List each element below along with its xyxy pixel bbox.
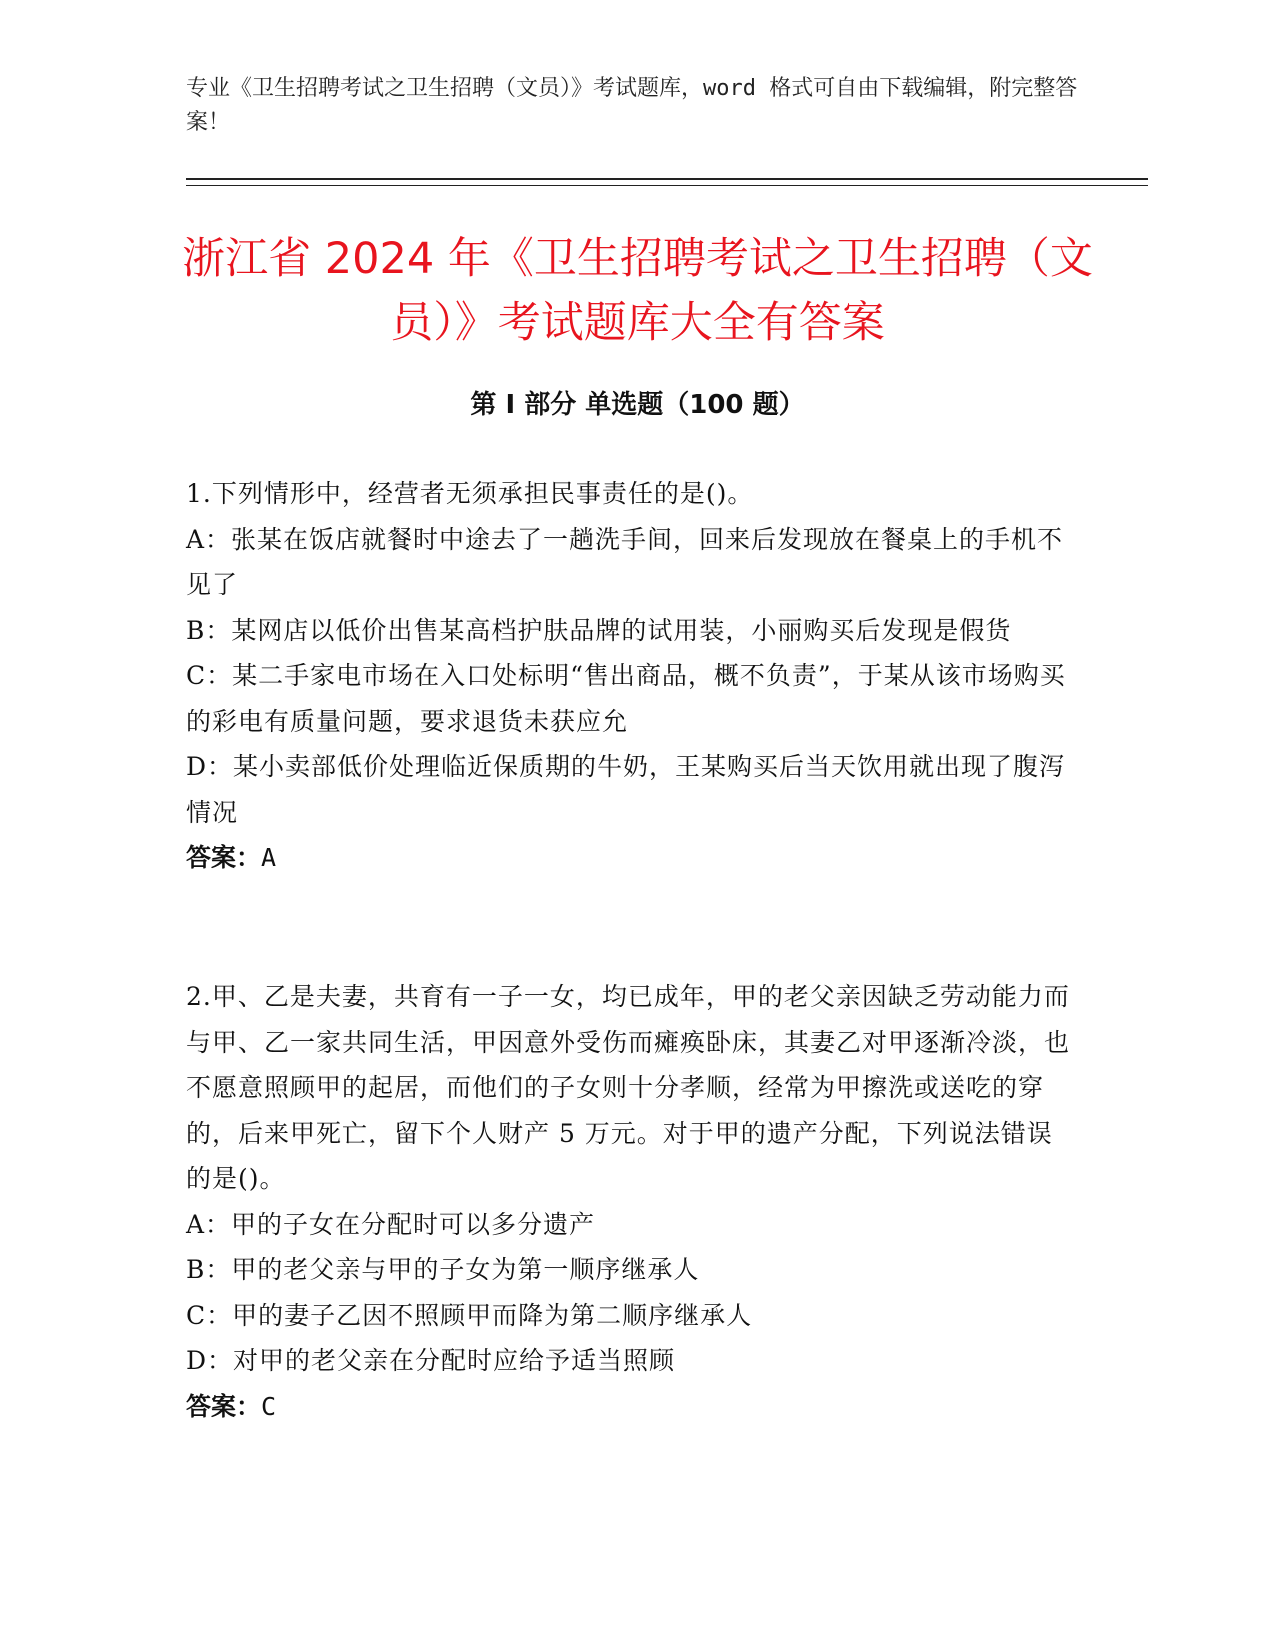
answer-label: 答案：	[186, 843, 262, 872]
answer-label: 答案：	[186, 1391, 262, 1421]
option-a: A：张某在饭店就餐时中途去了一趟洗手间，回来后发现放在餐桌上的手机不见了	[186, 524, 1064, 599]
header-rule-thick	[186, 178, 1148, 180]
option-d: D：对甲的老父亲在分配时应给予适当照顾	[186, 1346, 676, 1375]
question-stem: 1.下列情形中，经营者无须承担民事责任的是()。	[186, 479, 754, 508]
question-stem: 2.甲、乙是夫妻，共育有一子一女，均已成年，甲的老父亲因缺乏劳动能力而与甲、乙一家共同生活，甲因意外受伤而瘫痪卧床，其妻乙对甲逐渐冷淡，也不愿意照顾甲的起居，而他们的子女则十分孝顺，经常为甲擦洗或送吃的穿的，后来甲死亡，留下个人财产 5 万元。对于甲的遗产分配，下列说法错误的是()。	[186, 982, 1071, 1193]
answer-line	[186, 1384, 1076, 1430]
section-title: 第 I 部分 单选题（100 题）	[470, 390, 805, 420]
option-a: A：甲的子女在分配时可以多分遗产	[186, 1209, 596, 1239]
question-1	[186, 471, 1076, 881]
answer-line	[186, 835, 1076, 881]
option-c: C：某二手家电市场在入口处标明“售出商品，概不负责”，于某从该市场购买的彩电有质量问题，要求退货未获应允	[186, 661, 1066, 736]
option-d: D：某小卖部低价处理临近保质期的牛奶，王某购买后当天饮用就出现了腹泻情况	[186, 752, 1066, 827]
option-b: B：甲的老父亲与甲的子女为第一顺序继承人	[186, 1255, 700, 1284]
answer-value: C	[261, 1391, 277, 1421]
question-2	[186, 974, 1076, 1429]
option-c: C：甲的妻子乙因不照顾甲而降为第二顺序继承人	[186, 1300, 753, 1330]
document-title: 浙江省 2024 年《卫生招聘考试之卫生招聘（文员）》考试题库大全有答案	[182, 233, 1093, 348]
header-rule-thin	[186, 185, 1148, 186]
header-note: 专业《卫生招聘考试之卫生招聘（文员）》考试题库，word 格式可自由下载编辑，附完整答案！	[186, 76, 1078, 135]
answer-value: A	[261, 843, 277, 872]
option-b: B：某网店以低价出售某高档护肤品牌的试用装，小丽购买后发现是假货	[186, 615, 1012, 645]
